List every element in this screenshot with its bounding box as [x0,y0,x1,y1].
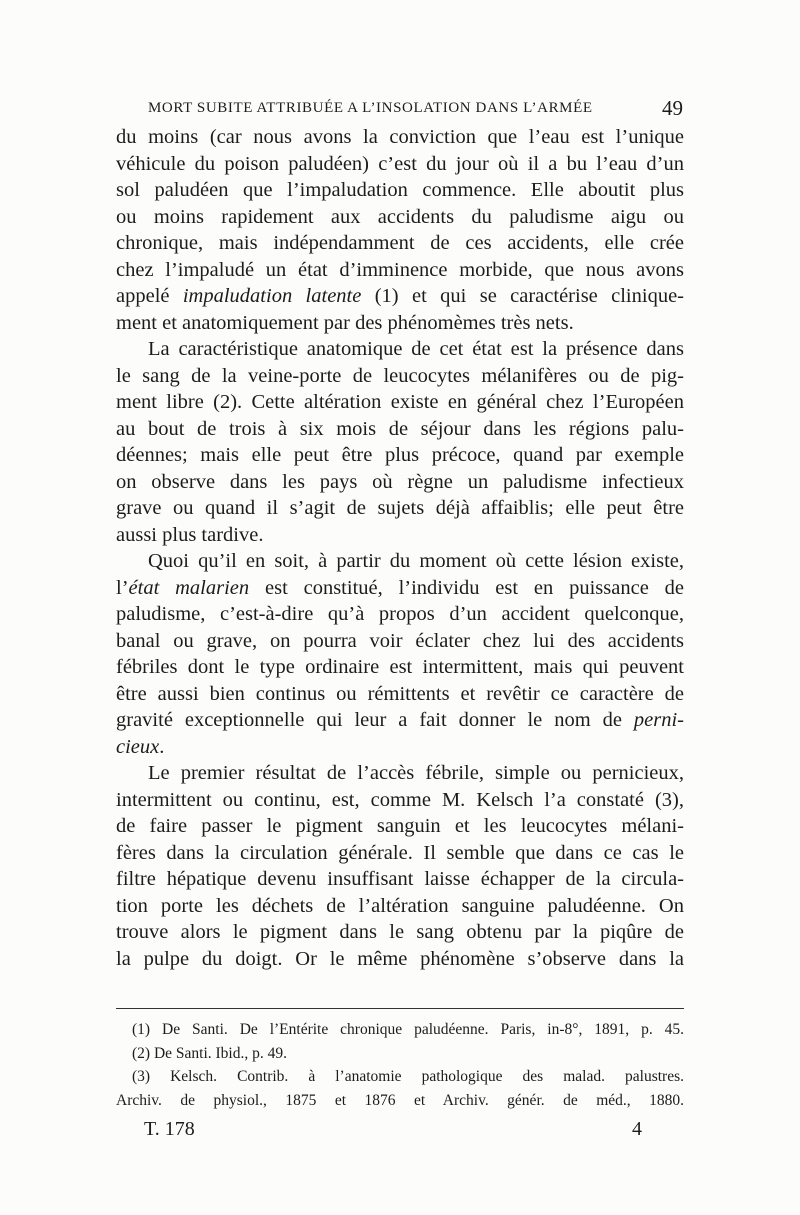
text-line: ment libre (2). Cette altération existe en général chez l’Européen [116,391,684,413]
text-line: filtre hépatique devenu insuffisant laisse échapper de la circula- [116,868,684,890]
text-line: fébriles dont le type ordinaire est intermittent, mais qui peuvent [116,656,684,678]
body-text [116,124,684,972]
italic-term: état malarien [128,576,250,599]
footnotes [116,1018,684,1112]
footnote-continuation: Archiv. de physiol., 1875 et 1876 et Archiv. génér. de méd., 1880. [116,1091,684,1109]
text-line [116,283,684,310]
text-run: l’ [116,576,129,599]
running-title: MORT SUBITE ATTRIBUÉE A L’INSOLATION DANS L’ARMÉE [148,100,593,116]
footnote-divider [116,1008,684,1009]
text-line: banal ou grave, on pourra voir éclater chez lui des accidents [116,629,684,652]
text-line: véhicule du poison paludéen) c’est du jour où il a bu l’eau d’un [116,152,684,175]
printer-signature: T. 178 [144,1118,195,1140]
text-line: fères dans la circulation générale. Il semble que dans ce cas le [116,841,684,864]
text-line: chronique, mais indépendamment de ces accidents, elle crée [116,232,684,254]
text-line: tion porte les déchets de l’altération sanguine paludéenne. On [116,894,684,917]
text-line: déennes; mais elle peut être plus précoce, quand par exemple [116,444,684,466]
text-line: chez l’impaludé un état d’imminence morbide, que nous avons [116,258,684,281]
footnote: (2) De Santi. Ibid., p. 49. [132,1044,287,1062]
text-line: de faire passer le pigment sanguin et les leucocytes mélani- [116,815,684,837]
footnote: (3) Kelsch. Contrib. à l’anatomie pathologique des malad. palustres. [132,1068,684,1085]
text-line [116,734,684,761]
italic-term: cieux [116,735,160,758]
text-line: paludisme, c’est-à-dire qu’à propos d’un accident quelconque, [116,603,684,625]
page-number: 49 [662,96,683,120]
text-run: . [159,735,165,758]
text-line: la pulpe du doigt. Or le même phénomène s’observe dans la [116,947,684,970]
paragraph-first-line: Le premier résultat de l’accès fébrile, simple ou pernicieux, [148,762,684,784]
text-line: le sang de la veine-porte de leucocytes mélanifères ou de pig- [116,364,684,387]
paragraph-first-line: La caractéristique anatomique de cet état est la présence dans [148,338,684,360]
text-line: aussi plus tardive. [116,523,264,546]
text-line: sol paludéen que l’impaludation commence. Elle aboutit plus [116,179,684,201]
text-run: gravité exceptionnelle qui leur a fait donner le nom de [116,709,634,731]
text-line [116,575,684,602]
text-run: est constitué, l’individu est en puissance de [249,576,684,599]
text-run: appelé [116,285,183,307]
italic-term: impaludation latente [182,285,362,307]
italic-term: perni- [633,709,684,731]
text-line: être aussi bien continus ou rémittents et revêtir ce caractère de [116,682,684,705]
text-run: (1) et qui se caractérise clinique- [361,285,684,307]
text-line: au bout de trois à six mois de séjour dans les régions palu- [116,417,684,440]
text-line [116,707,684,734]
text-line: ment et anatomiquement par des phénomèmes très nets. [116,311,574,334]
running-header [118,96,683,126]
paragraph-first-line: Quoi qu’il en soit, à partir du moment où cette lésion existe, [148,550,684,572]
text-line: du moins (car nous avons la conviction que l’eau est l’unique [116,126,684,148]
footnote: (1) De Santi. De l’Entérite chronique paludéenne. Paris, in-8°, 1891, p. 45. [132,1021,684,1038]
text-line: on observe dans les pays où règne un paludisme infectieux [116,470,684,493]
text-line: ou moins rapidement aux accidents du paludisme aigu ou [116,205,684,228]
text-line: intermittent ou continu, est, comme M. Kelsch l’a constaté (3), [116,788,684,811]
text-line: trouve alors le pigment dans le sang obtenu par la piqûre de [116,921,684,943]
text-line: grave ou quand il s’agit de sujets déjà affaiblis; elle peut être [116,497,684,519]
page-footer [116,1118,684,1146]
gathering-mark: 4 [632,1118,642,1140]
